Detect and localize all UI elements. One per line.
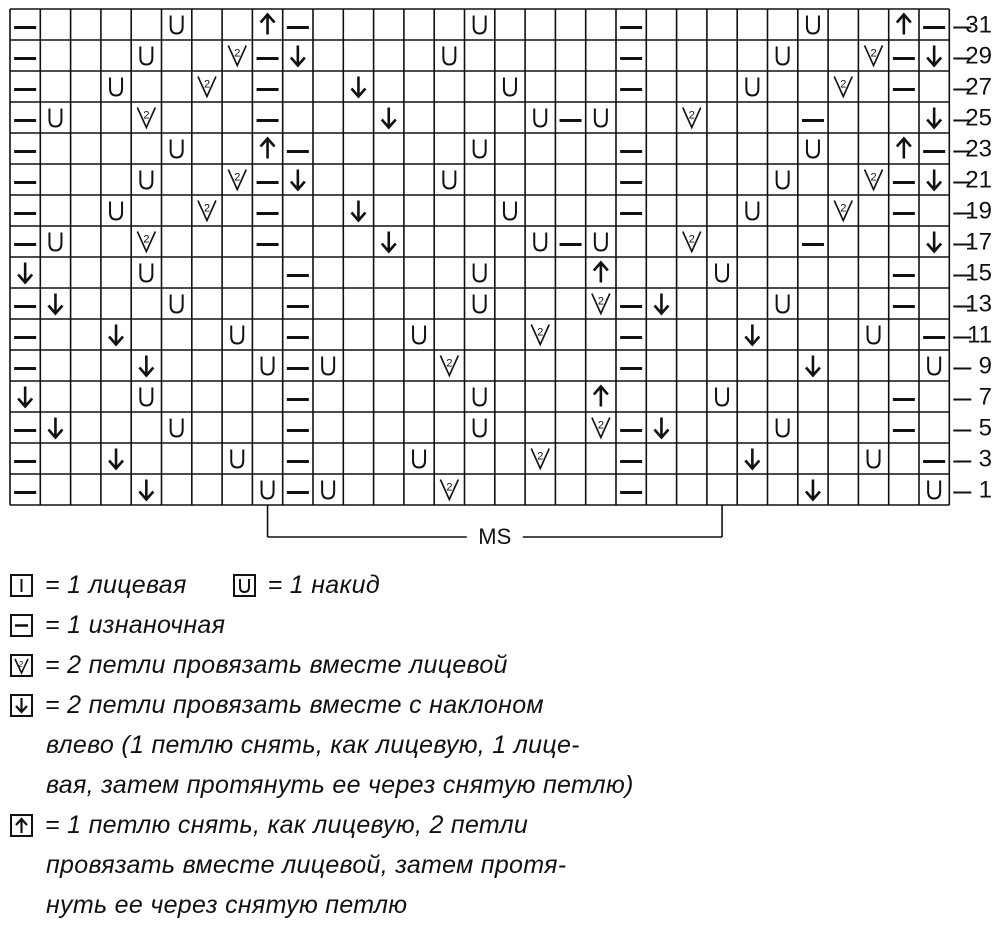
row-number: 13 [965,290,992,318]
k2tog-digit: 2 [688,233,695,246]
yarn-over-symbol [110,78,122,96]
yarn-over-icon [233,574,256,597]
yarn-over-symbol [474,140,486,158]
k2tog-digit: 2 [870,171,877,184]
yarn-over-symbol [504,202,516,220]
yarn-over-symbol [413,450,425,468]
legend-ssk-cont-1 [10,725,710,765]
yarn-over-symbol [443,171,455,189]
legend-ssk-text-3: вая, затем протянуть ее через снятую петлю) [46,770,634,799]
row-number: 25 [965,104,992,132]
ms-label: MS [478,524,512,549]
k2tog-digit: 2 [203,78,211,91]
yarn-over-symbol [595,109,607,127]
yarn-over-symbol [868,326,880,344]
k2tog-digit: 2 [234,171,241,184]
yarn-over-symbol [868,450,880,468]
k2tog-digit: 2 [870,47,877,60]
purl-stitch-icon [10,614,33,637]
yarn-over-symbol [474,295,486,313]
ssk-arrow-down-icon [10,694,33,717]
yarn-over-symbol [171,295,183,313]
yarn-over-symbol [777,171,789,189]
k2tog-digit: 2 [597,419,604,432]
yarn-over-symbol [231,450,243,468]
legend-sk2p-text-1: = 1 петлю снять, как лицевую, 2 петли [45,810,529,839]
k2tog-digit: 2 [537,450,544,463]
legend-ssk-text-2: влево (1 петлю снять, как лицевую, 1 лице- [46,730,580,759]
legend-ssk-text-1: = 2 петли провязать вместе с наклоном [45,690,544,719]
row-number: 29 [965,42,992,70]
k2tog-digit: 2 [840,202,847,215]
yarn-over-symbol [49,233,61,251]
k2tog-digit: 2 [597,295,604,308]
yarn-over-symbol [443,47,455,65]
legend-sk2p-cont-1 [10,845,710,885]
legend-sk2p [10,805,710,845]
yarn-over-symbol [474,419,486,437]
k2tog-digit: 2 [203,202,211,215]
yarn-over-symbol [807,16,819,34]
yarn-over-symbol [534,233,546,251]
k2tog-digit: 2 [537,326,544,339]
legend-sk2p-text-3: нуть ее через снятую петлю [46,890,408,919]
svg-text:2: 2 [18,659,24,669]
row-number: 19 [965,197,992,225]
yarn-over-symbol [928,481,940,499]
row-number: 17 [965,228,992,256]
yarn-over-symbol [140,171,152,189]
yarn-over-symbol [140,388,152,406]
legend-knit-yo [10,565,710,605]
yarn-over-symbol [777,419,789,437]
row-number: 23 [965,135,992,163]
legend-k2tog [10,645,710,685]
yarn-over-symbol [110,202,122,220]
sk2p-arrow-up-icon [10,814,33,837]
k2tog-digit: 2 [143,233,150,246]
row-number: 21 [965,166,992,194]
yarn-over-symbol [322,357,334,375]
row-number: 1 [978,476,992,504]
yarn-over-symbol [716,264,728,282]
yarn-over-symbol [777,295,789,313]
yarn-over-symbol [171,140,183,158]
row-number: 9 [978,352,992,380]
yarn-over-symbol [413,326,425,344]
yarn-over-symbol [928,357,940,375]
yarn-over-symbol [474,16,486,34]
row-number: 15 [965,259,992,287]
yarn-over-symbol [504,78,516,96]
yarn-over-symbol [595,233,607,251]
k2tog-digit: 2 [446,357,453,370]
yarn-over-symbol [140,264,152,282]
yarn-over-symbol [777,47,789,65]
yarn-over-symbol [746,78,758,96]
yarn-over-symbol [474,264,486,282]
yarn-over-symbol [49,109,61,127]
legend-ssk [10,685,710,725]
yarn-over-symbol [746,202,758,220]
legend-ssk-cont-2 [10,765,710,805]
k2tog-digit: 2 [688,109,695,122]
row-number: 7 [978,383,992,411]
row-number: 5 [978,414,992,442]
yarn-over-symbol [474,388,486,406]
yarn-over-symbol [807,140,819,158]
legend-sk2p-cont-2 [10,885,710,925]
knit-stitch-icon [10,574,33,597]
yarn-over-symbol [171,16,183,34]
row-number: 31 [965,11,992,39]
legend-k2tog-text: = 2 петли провязать вместе лицевой [45,650,508,679]
yarn-over-symbol [534,109,546,127]
yarn-over-symbol [171,419,183,437]
k2tog-icon [10,654,33,677]
yarn-over-symbol [231,326,243,344]
legend-yarn-over-text: = 1 накид [267,570,380,599]
yarn-over-symbol [716,388,728,406]
k2tog-digit: 2 [143,109,150,122]
yarn-over-symbol [140,47,152,65]
legend-sk2p-text-2: провязать вместе лицевой, затем протя- [46,850,567,879]
row-number: 3 [978,445,992,473]
yarn-over-symbol [322,481,334,499]
legend-purl [10,605,710,645]
row-number: 11 [967,321,992,349]
row-number: 27 [965,73,992,101]
legend [10,565,710,925]
yarn-over-symbol [262,481,274,499]
yarn-over-symbol [262,357,274,375]
k2tog-digit: 2 [234,47,241,60]
legend-purl-text: = 1 изнаночная [45,610,226,639]
legend-knit-text: = 1 лицевая [45,570,187,599]
k2tog-digit: 2 [446,481,453,494]
k2tog-digit: 2 [840,78,847,91]
